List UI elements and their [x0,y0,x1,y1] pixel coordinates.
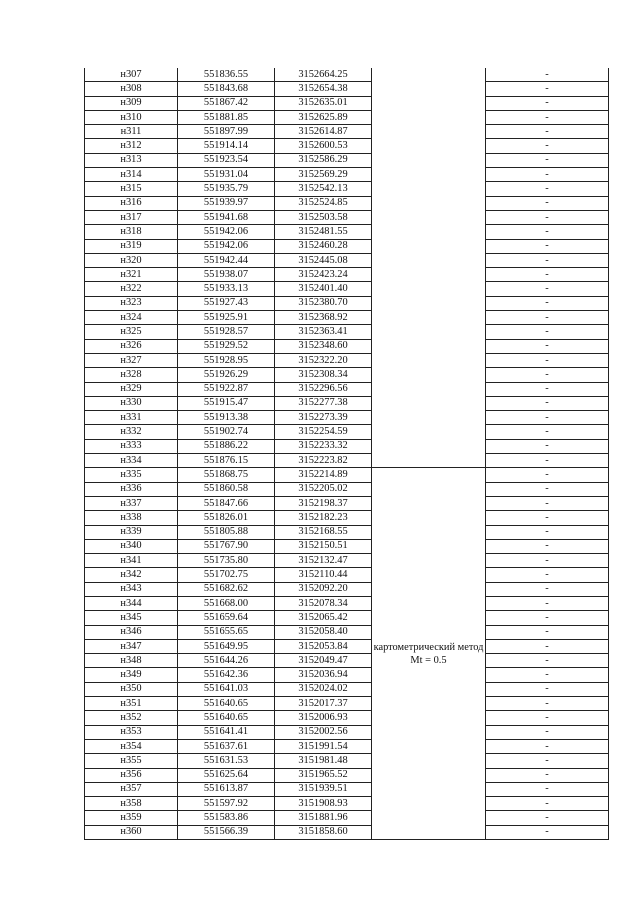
table-body [85,68,609,840]
note-cell: - [486,797,609,811]
x-coordinate-cell: 551583.86 [178,811,275,825]
y-coordinate-cell: 3151939.51 [275,782,372,796]
table-row [85,711,609,725]
point-name-cell: н357 [85,782,178,796]
boundary-points-table [84,68,609,840]
y-coordinate-cell: 3152058.40 [275,625,372,639]
point-name-cell: н322 [85,282,178,296]
note-cell: - [486,296,609,310]
y-coordinate-cell: 3152586.29 [275,153,372,167]
point-name-cell: н350 [85,682,178,696]
y-coordinate-cell: 3151858.60 [275,825,372,839]
y-coordinate-cell: 3152625.89 [275,110,372,124]
point-name-cell: н317 [85,210,178,224]
point-name-cell: н360 [85,825,178,839]
point-name-cell: н338 [85,511,178,525]
x-coordinate-cell: 551876.15 [178,454,275,468]
table-row [85,639,609,653]
y-coordinate-cell: 3151981.48 [275,754,372,768]
point-name-cell: н320 [85,253,178,267]
note-cell: - [486,325,609,339]
y-coordinate-cell: 3152002.56 [275,725,372,739]
table-row [85,368,609,382]
point-name-cell: н319 [85,239,178,253]
table-row [85,153,609,167]
x-coordinate-cell: 551702.75 [178,568,275,582]
point-name-cell: н352 [85,711,178,725]
table-row [85,311,609,325]
x-coordinate-cell: 551913.38 [178,411,275,425]
point-name-cell: н342 [85,568,178,582]
table-row [85,754,609,768]
note-cell: - [486,168,609,182]
x-coordinate-cell: 551935.79 [178,182,275,196]
method-cell [372,68,486,468]
x-coordinate-cell: 551915.47 [178,396,275,410]
table-row [85,125,609,139]
x-coordinate-cell: 551566.39 [178,825,275,839]
x-coordinate-cell: 551881.85 [178,110,275,124]
table-row [85,339,609,353]
y-coordinate-cell: 3152254.59 [275,425,372,439]
y-coordinate-cell: 3152092.20 [275,582,372,596]
point-name-cell: н325 [85,325,178,339]
x-coordinate-cell: 551649.95 [178,639,275,653]
y-coordinate-cell: 3152205.02 [275,482,372,496]
y-coordinate-cell: 3152368.92 [275,311,372,325]
point-name-cell: н332 [85,425,178,439]
note-cell: - [486,496,609,510]
note-cell: - [486,368,609,382]
y-coordinate-cell: 3152273.39 [275,411,372,425]
note-cell: - [486,239,609,253]
point-name-cell: н348 [85,654,178,668]
point-name-cell: н310 [85,110,178,124]
x-coordinate-cell: 551926.29 [178,368,275,382]
table-row [85,196,609,210]
x-coordinate-cell: 551613.87 [178,782,275,796]
point-name-cell: н318 [85,225,178,239]
point-name-cell: н349 [85,668,178,682]
table-row [85,539,609,553]
y-coordinate-cell: 3152654.38 [275,82,372,96]
table-row [85,725,609,739]
note-cell: - [486,739,609,753]
y-coordinate-cell: 3152614.87 [275,125,372,139]
x-coordinate-cell: 551923.54 [178,153,275,167]
note-cell: - [486,482,609,496]
point-name-cell: н330 [85,396,178,410]
table-row [85,411,609,425]
table-row [85,811,609,825]
x-coordinate-cell: 551931.04 [178,168,275,182]
point-name-cell: н313 [85,153,178,167]
table-row [85,582,609,596]
point-name-cell: н356 [85,768,178,782]
y-coordinate-cell: 3152150.51 [275,539,372,553]
table-row [85,625,609,639]
table-row [85,210,609,224]
point-name-cell: н327 [85,353,178,367]
x-coordinate-cell: 551933.13 [178,282,275,296]
note-cell: - [486,782,609,796]
y-coordinate-cell: 3152182.23 [275,511,372,525]
y-coordinate-cell: 3152460.28 [275,239,372,253]
note-cell: - [486,182,609,196]
y-coordinate-cell: 3152223.82 [275,454,372,468]
note-cell: - [486,568,609,582]
x-coordinate-cell: 551847.66 [178,496,275,510]
table-row [85,468,609,482]
point-name-cell: н315 [85,182,178,196]
note-cell: - [486,582,609,596]
x-coordinate-cell: 551925.91 [178,311,275,325]
note-cell: - [486,668,609,682]
note-cell: - [486,425,609,439]
table-row [85,253,609,267]
x-coordinate-cell: 551929.52 [178,339,275,353]
point-name-cell: н335 [85,468,178,482]
point-name-cell: н333 [85,439,178,453]
point-name-cell: н312 [85,139,178,153]
point-name-cell: н337 [85,496,178,510]
point-name-cell: н358 [85,797,178,811]
table-row [85,482,609,496]
note-cell: - [486,639,609,653]
note-cell: - [486,382,609,396]
note-cell: - [486,768,609,782]
x-coordinate-cell: 551805.88 [178,525,275,539]
note-cell: - [486,268,609,282]
y-coordinate-cell: 3152322.20 [275,353,372,367]
note-cell: - [486,454,609,468]
y-coordinate-cell: 3152600.53 [275,139,372,153]
y-coordinate-cell: 3152036.94 [275,668,372,682]
x-coordinate-cell: 551637.61 [178,739,275,753]
y-coordinate-cell: 3151991.54 [275,739,372,753]
y-coordinate-cell: 3152277.38 [275,396,372,410]
note-cell: - [486,468,609,482]
point-name-cell: н331 [85,411,178,425]
table-row [85,454,609,468]
x-coordinate-cell: 551668.00 [178,596,275,610]
y-coordinate-cell: 3152569.29 [275,168,372,182]
x-coordinate-cell: 551886.22 [178,439,275,453]
x-coordinate-cell: 551942.06 [178,239,275,253]
table-row [85,425,609,439]
x-coordinate-cell: 551625.64 [178,768,275,782]
point-name-cell: н346 [85,625,178,639]
x-coordinate-cell: 551927.43 [178,296,275,310]
y-coordinate-cell: 3151965.52 [275,768,372,782]
x-coordinate-cell: 551597.92 [178,797,275,811]
note-cell: - [486,711,609,725]
table-row [85,353,609,367]
y-coordinate-cell: 3152110.44 [275,568,372,582]
table-row [85,139,609,153]
note-cell: - [486,282,609,296]
point-name-cell: н316 [85,196,178,210]
y-coordinate-cell: 3152168.55 [275,525,372,539]
point-name-cell: н355 [85,754,178,768]
y-coordinate-cell: 3152380.70 [275,296,372,310]
y-coordinate-cell: 3152053.84 [275,639,372,653]
x-coordinate-cell: 551868.75 [178,468,275,482]
x-coordinate-cell: 551928.57 [178,325,275,339]
x-coordinate-cell: 551640.65 [178,697,275,711]
note-cell: - [486,511,609,525]
point-name-cell: н351 [85,697,178,711]
table-row [85,182,609,196]
table-row [85,697,609,711]
note-cell: - [486,725,609,739]
note-cell: - [486,439,609,453]
table-row [85,296,609,310]
y-coordinate-cell: 3152664.25 [275,68,372,82]
point-name-cell: н323 [85,296,178,310]
x-coordinate-cell: 551942.44 [178,253,275,267]
note-cell: - [486,339,609,353]
y-coordinate-cell: 3152198.37 [275,496,372,510]
point-name-cell: н324 [85,311,178,325]
x-coordinate-cell: 551644.26 [178,654,275,668]
y-coordinate-cell: 3152363.41 [275,325,372,339]
note-cell: - [486,654,609,668]
table-row [85,168,609,182]
x-coordinate-cell: 551642.36 [178,668,275,682]
note-cell: - [486,754,609,768]
point-name-cell: н359 [85,811,178,825]
x-coordinate-cell: 551641.41 [178,725,275,739]
table-row [85,825,609,839]
table-row [85,554,609,568]
x-coordinate-cell: 551897.99 [178,125,275,139]
note-cell: - [486,611,609,625]
table-row [85,797,609,811]
note-cell: - [486,396,609,410]
point-name-cell: н344 [85,596,178,610]
x-coordinate-cell: 551655.65 [178,625,275,639]
point-name-cell: н309 [85,96,178,110]
y-coordinate-cell: 3152503.58 [275,210,372,224]
point-name-cell: н340 [85,539,178,553]
note-cell: - [486,525,609,539]
table-row [85,382,609,396]
note-cell: - [486,311,609,325]
note-cell: - [486,153,609,167]
x-coordinate-cell: 551914.14 [178,139,275,153]
note-cell: - [486,96,609,110]
y-coordinate-cell: 3152401.40 [275,282,372,296]
table-row [85,654,609,668]
coordinates-sheet [84,68,605,840]
note-cell: - [486,125,609,139]
x-coordinate-cell: 551939.97 [178,196,275,210]
y-coordinate-cell: 3152006.93 [275,711,372,725]
x-coordinate-cell: 551938.07 [178,268,275,282]
point-name-cell: н328 [85,368,178,382]
y-coordinate-cell: 3151881.96 [275,811,372,825]
x-coordinate-cell: 551767.90 [178,539,275,553]
y-coordinate-cell: 3152024.02 [275,682,372,696]
table-row [85,68,609,82]
x-coordinate-cell: 551867.42 [178,96,275,110]
y-coordinate-cell: 3152132.47 [275,554,372,568]
x-coordinate-cell: 551836.55 [178,68,275,82]
y-coordinate-cell: 3152078.34 [275,596,372,610]
note-cell: - [486,539,609,553]
x-coordinate-cell: 551659.64 [178,611,275,625]
point-name-cell: н308 [85,82,178,96]
table-row [85,268,609,282]
y-coordinate-cell: 3152017.37 [275,697,372,711]
table-row [85,282,609,296]
x-coordinate-cell: 551942.06 [178,225,275,239]
y-coordinate-cell: 3152481.55 [275,225,372,239]
note-cell: - [486,225,609,239]
x-coordinate-cell: 551922.87 [178,382,275,396]
y-coordinate-cell: 3152445.08 [275,253,372,267]
point-name-cell: н354 [85,739,178,753]
x-coordinate-cell: 551735.80 [178,554,275,568]
table-row [85,739,609,753]
table-row [85,82,609,96]
note-cell: - [486,811,609,825]
point-name-cell: н334 [85,454,178,468]
note-cell: - [486,353,609,367]
table-row [85,768,609,782]
table-row [85,525,609,539]
table-row [85,682,609,696]
note-cell: - [486,253,609,267]
note-cell: - [486,697,609,711]
point-name-cell: н311 [85,125,178,139]
table-row [85,325,609,339]
note-cell: - [486,139,609,153]
x-coordinate-cell: 551941.68 [178,210,275,224]
x-coordinate-cell: 551641.03 [178,682,275,696]
table-row [85,225,609,239]
point-name-cell: н336 [85,482,178,496]
point-name-cell: н339 [85,525,178,539]
y-coordinate-cell: 3152214.89 [275,468,372,482]
y-coordinate-cell: 3152233.32 [275,439,372,453]
note-cell: - [486,825,609,839]
x-coordinate-cell: 551682.62 [178,582,275,596]
y-coordinate-cell: 3152348.60 [275,339,372,353]
table-row [85,239,609,253]
point-name-cell: н329 [85,382,178,396]
note-cell: - [486,110,609,124]
y-coordinate-cell: 3152065.42 [275,611,372,625]
x-coordinate-cell: 551631.53 [178,754,275,768]
y-coordinate-cell: 3152308.34 [275,368,372,382]
table-row [85,568,609,582]
point-name-cell: н321 [85,268,178,282]
x-coordinate-cell: 551928.95 [178,353,275,367]
point-name-cell: н314 [85,168,178,182]
point-name-cell: н353 [85,725,178,739]
y-coordinate-cell: 3152524.85 [275,196,372,210]
table-row [85,396,609,410]
x-coordinate-cell: 551826.01 [178,511,275,525]
y-coordinate-cell: 3151908.93 [275,797,372,811]
note-cell: - [486,596,609,610]
x-coordinate-cell: 551843.68 [178,82,275,96]
x-coordinate-cell: 551640.65 [178,711,275,725]
y-coordinate-cell: 3152542.13 [275,182,372,196]
table-row [85,668,609,682]
y-coordinate-cell: 3152049.47 [275,654,372,668]
point-name-cell: н345 [85,611,178,625]
y-coordinate-cell: 3152296.56 [275,382,372,396]
x-coordinate-cell: 551860.58 [178,482,275,496]
note-cell: - [486,82,609,96]
table-row [85,596,609,610]
note-cell: - [486,554,609,568]
x-coordinate-cell: 551902.74 [178,425,275,439]
table-row [85,511,609,525]
point-name-cell: н343 [85,582,178,596]
table-row [85,496,609,510]
y-coordinate-cell: 3152423.24 [275,268,372,282]
table-row [85,110,609,124]
y-coordinate-cell: 3152635.01 [275,96,372,110]
note-cell: - [486,210,609,224]
method-cell: картометрический метод Mt = 0.5 [372,468,486,840]
note-cell: - [486,411,609,425]
point-name-cell: н307 [85,68,178,82]
table-row [85,96,609,110]
table-row [85,439,609,453]
table-row [85,782,609,796]
point-name-cell: н341 [85,554,178,568]
point-name-cell: н347 [85,639,178,653]
table-row [85,611,609,625]
note-cell: - [486,682,609,696]
note-cell: - [486,196,609,210]
note-cell: - [486,68,609,82]
note-cell: - [486,625,609,639]
point-name-cell: н326 [85,339,178,353]
